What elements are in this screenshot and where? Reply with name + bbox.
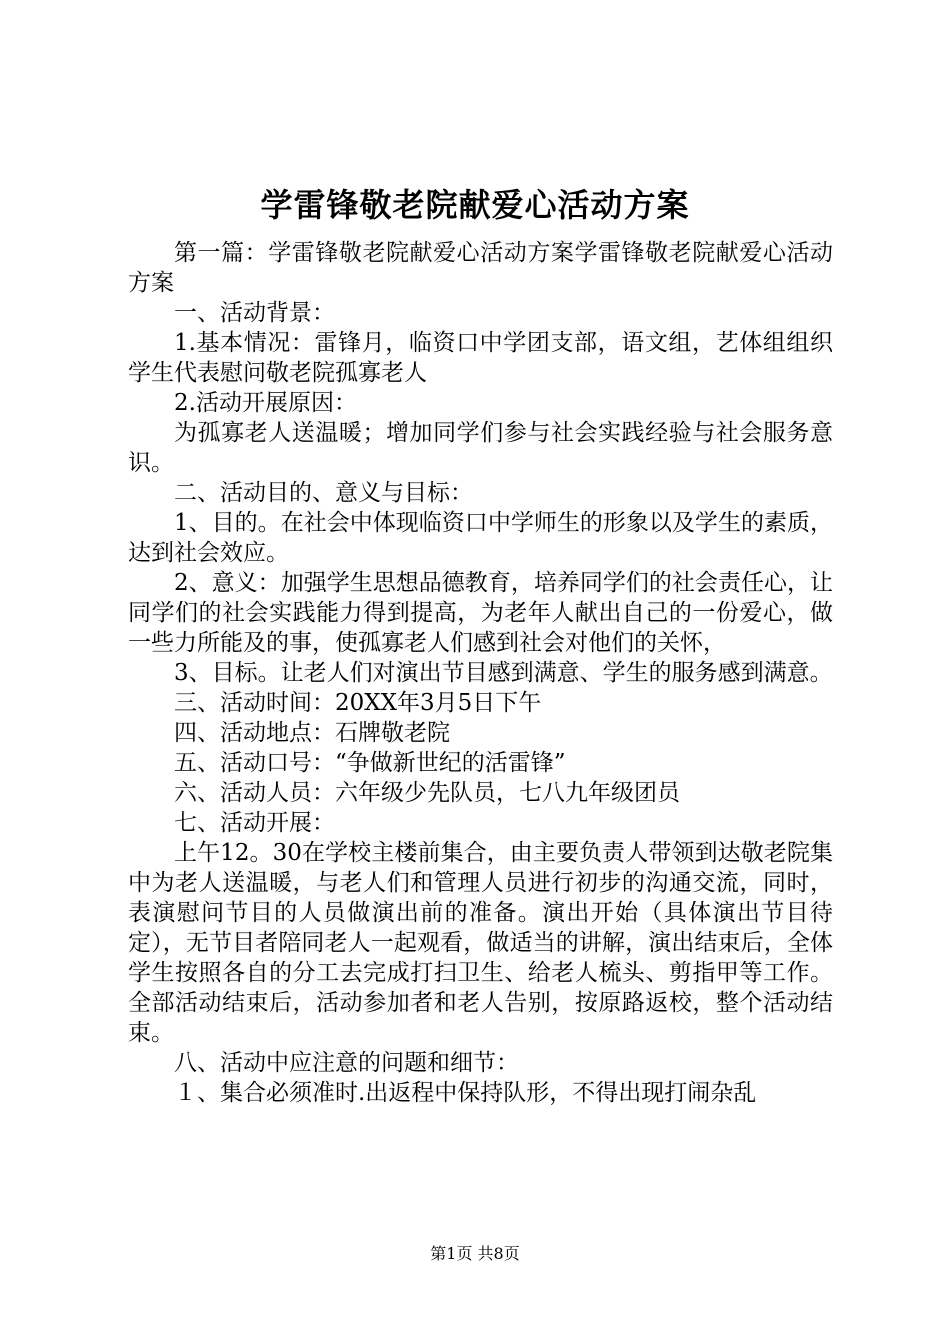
section-heading: 一、活动背景：	[174, 300, 335, 326]
section-heading: 二、活动目的、意义与目标：	[174, 480, 473, 506]
section-heading: 五、活动口号：“争做新世纪的活雷锋”	[174, 750, 566, 776]
section-heading: 四、活动地点：石牌敬老院	[174, 720, 450, 746]
paragraph: 为孤寡老人送温暖；增加同学们参与社会实践经验与社会服务意识。	[128, 420, 833, 476]
section-heading: 六、活动人员：六年级少先队员，七八九年级团员	[174, 780, 680, 806]
document-body	[128, 238, 833, 1108]
section-heading: 三、活动时间：20XX年3月5日下午	[174, 690, 542, 716]
page-number: 第1页 共8页	[430, 1244, 520, 1263]
section-heading: 八、活动中应注意的问题和细节：	[174, 1050, 519, 1076]
paragraph: 第一篇：学雷锋敬老院献爱心活动方案学雷锋敬老院献爱心活动方案	[128, 240, 833, 296]
document-title: 学雷锋敬老院献爱心活动方案	[260, 186, 690, 224]
paragraph: 上午12。30在学校主楼前集合，由主要负责人带领到达敬老院集中为老人送温暖，与老人们和管理人员进行初步的沟通交流，同时，表演慰问节目的人员做演出前的准备。演出开始（具体演出节目待定），无节目者陪同老人一起观看，做适当的讲解，演出结束后，全体学生按照各自的分工去完成打扫卫生、给老人梳头、剪指甲等工作。全部活动结束后，活动参加者和老人告别，按原路返校，整个活动结束。	[128, 840, 833, 1046]
paragraph: 1、目的。在社会中体现临资口中学师生的形象以及学生的素质，达到社会效应。	[128, 510, 833, 566]
paragraph: 3、目标。让老人们对演出节目感到满意、学生的服务感到满意。	[174, 660, 833, 686]
paragraph: １、集合必须准时.出返程中保持队形，不得出现打闹杂乱	[174, 1080, 757, 1106]
paragraph: 2、意义：加强学生思想品德教育，培养同学们的社会责任心，让同学们的社会实践能力得到提高，为老年人献出自己的一份爱心，做一些力所能及的事，使孤寡老人们感到社会对他们的关怀，	[128, 570, 833, 656]
section-heading: 七、活动开展：	[174, 810, 335, 836]
paragraph: 1.基本情况：雷锋月，临资口中学团支部，语文组，艺体组组织学生代表慰问敬老院孤寡老人	[128, 330, 833, 386]
paragraph: 2.活动开展原因：	[174, 390, 357, 416]
